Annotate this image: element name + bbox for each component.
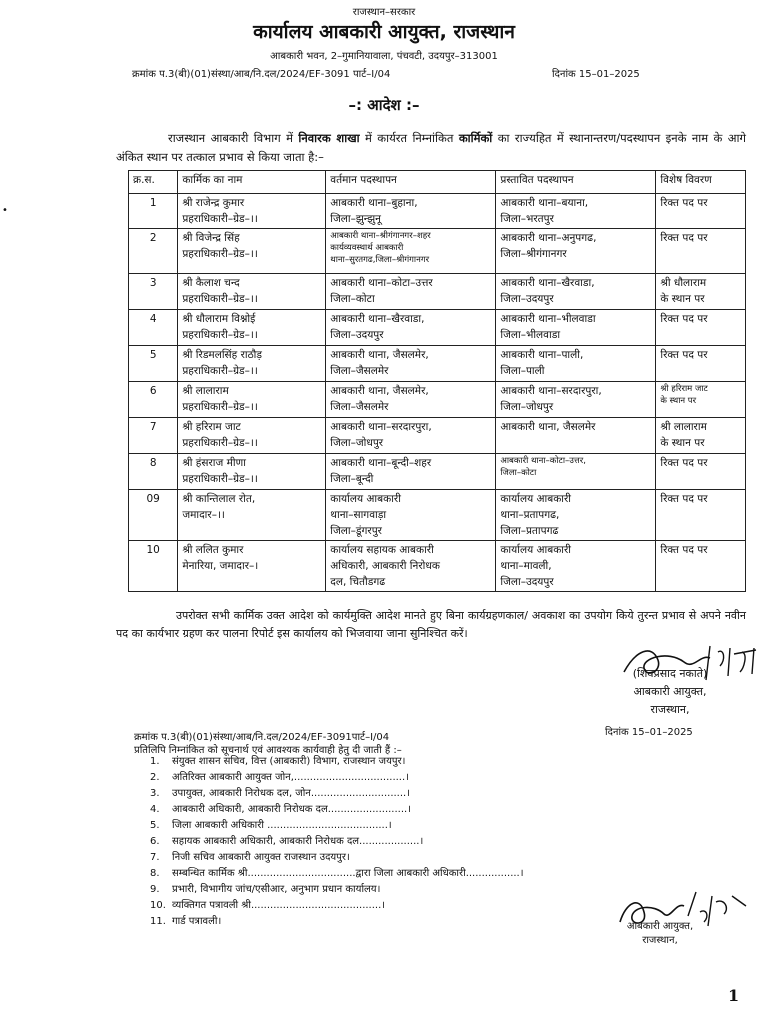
list-item-text: निजी सचिव आबकारी आयुक्त राजस्थान उदयपुर। bbox=[172, 852, 350, 863]
cell-current-posting-line: आबकारी थाना, जैसलमेर, bbox=[330, 349, 429, 361]
list-item-number: 7. bbox=[150, 852, 160, 863]
cell-proposed-posting bbox=[496, 418, 656, 454]
cell-current-posting bbox=[326, 454, 496, 490]
cell-proposed-posting bbox=[496, 274, 656, 310]
list-item bbox=[150, 882, 524, 898]
intro-paragraph bbox=[116, 129, 746, 167]
cell-current-posting-line: आबकारी थाना–बुहाना, bbox=[330, 197, 418, 209]
cell-name-line: श्री कैलाश चन्द bbox=[182, 277, 240, 289]
cell-serial: 10 bbox=[129, 541, 178, 592]
cell-name-line: प्रहराधिकारी–ग्रेड–।। bbox=[182, 473, 258, 485]
cell-name-line: प्रहराधिकारी–ग्रेड–।। bbox=[182, 437, 258, 449]
cell-name bbox=[178, 310, 326, 346]
list-item bbox=[150, 786, 524, 802]
list-item bbox=[150, 754, 524, 770]
cell-serial: 4 bbox=[129, 310, 178, 346]
cell-remarks-line: रिक्त पद पर bbox=[660, 349, 708, 361]
cell-name-line: प्रहराधिकारी–ग्रेड–।। bbox=[182, 293, 258, 305]
cell-name-line: श्री रिडमलसिंह राठौड़ bbox=[182, 349, 263, 361]
table-row bbox=[129, 310, 746, 346]
cell-proposed-posting-line: जिला–प्रतापगढ bbox=[500, 525, 559, 537]
cell-serial: 09 bbox=[129, 490, 178, 541]
cell-remarks bbox=[656, 274, 746, 310]
cell-current-posting bbox=[326, 541, 496, 592]
list-item bbox=[150, 914, 524, 930]
cell-current-posting bbox=[326, 310, 496, 346]
cell-name-line: प्रहराधिकारी–ग्रेड–।। bbox=[182, 329, 258, 341]
list-item bbox=[150, 770, 524, 786]
cell-current-posting bbox=[326, 418, 496, 454]
table-row bbox=[129, 382, 746, 418]
cell-proposed-posting-line: कार्यालय आबकारी bbox=[500, 493, 572, 505]
cell-remarks bbox=[656, 346, 746, 382]
list-item-text: प्रभारी, विभागीय जांच/एसीआर, अनुभाग प्रधान कार्यालय। bbox=[172, 884, 381, 895]
header-proposed-posting: प्रस्तावित पदस्थापन bbox=[496, 171, 656, 194]
cell-current-posting-line: आबकारी थाना–कोटा–उत्तर bbox=[330, 277, 433, 289]
cell-current-posting-line: जिला–झुन्झुनू bbox=[330, 213, 382, 225]
cell-current-posting bbox=[326, 382, 496, 418]
cell-proposed-posting-line: जिला–उदयपुर bbox=[500, 576, 554, 588]
cell-proposed-posting-line: जिला–श्रीगंगानगर bbox=[500, 248, 567, 260]
page-number: 1 bbox=[728, 986, 740, 1005]
cell-name-line: श्री विजेन्द्र सिंह bbox=[182, 232, 240, 244]
list-item-text: अतिरिक्त आबकारी आयुक्त जोन,...................................। bbox=[172, 772, 409, 783]
cell-current-posting-line: थाना–सागवाड़ा bbox=[330, 509, 387, 521]
cell-serial: 6 bbox=[129, 382, 178, 418]
list-item-text: संयुक्त शासन सचिव, वित्त (आबकारी) विभाग, राजस्थान जयपुर। bbox=[172, 756, 406, 767]
cell-proposed-posting-line: जिला–कोटा bbox=[500, 468, 537, 478]
cell-proposed-posting-line: जिला–पाली bbox=[500, 365, 545, 377]
compliance-note: उपरोक्त सभी कार्मिक उक्त आदेश को कार्यमुक्ति आदेश मानते हुए बिना कार्यग्रहणकाल/ अवकाश का उपयोग किये तुरन्त प्रभाव से अपने नवीन पद का कार्यभार ग्रहण कर पालना रिपोर्ट इस कार्यालय को भिजवाया जाना सुनिश्चित करें। bbox=[116, 609, 746, 640]
cell-proposed-posting-line: आबकारी थाना–अनुपगढ, bbox=[500, 232, 597, 244]
cell-current-posting-line: जिला–डूंगरपुर bbox=[330, 525, 382, 537]
list-item bbox=[150, 834, 524, 850]
cell-proposed-posting-line: आबकारी थाना–भीलवाडा bbox=[500, 313, 596, 325]
list-item-number: 8. bbox=[150, 868, 160, 879]
cell-current-posting-line: कार्यालय सहायक आबकारी bbox=[330, 544, 434, 556]
cell-remarks-line: के स्थान पर bbox=[660, 396, 697, 406]
cell-serial: 7 bbox=[129, 418, 178, 454]
order-number: क्रमांक प.3(बी)(01)संस्था/आब/नि.दल/2024/EF-3091 पार्ट–I/04 bbox=[132, 69, 391, 80]
cell-remarks-line: रिक्त पद पर bbox=[660, 457, 708, 469]
intro-text-2: में कार्यरत निम्नांकित bbox=[359, 131, 459, 145]
copy-date: दिनांक 15–01–2025 bbox=[605, 727, 693, 738]
cell-remarks bbox=[656, 541, 746, 592]
list-item-text: गार्ड पत्रावली। bbox=[172, 916, 222, 927]
cell-remarks-line: श्री हरिराम जाट bbox=[660, 384, 708, 394]
cell-name bbox=[178, 346, 326, 382]
cell-remarks-line: श्री धौलाराम bbox=[660, 277, 707, 289]
list-item-text: सम्बन्धित कार्मिक श्री..................................द्वारा जिला आबकारी अधिकारी.................। bbox=[172, 868, 524, 879]
list-item-text: आबकारी अधिकारी, आबकारी निरोधक दल.........................। bbox=[172, 804, 411, 815]
list-item-text: सहायक आबकारी अधिकारी, आबकारी निरोधक दल...................। bbox=[172, 836, 424, 847]
cell-proposed-posting bbox=[496, 310, 656, 346]
header-current-posting: वर्तमान पदस्थापन bbox=[326, 171, 496, 194]
cell-name bbox=[178, 541, 326, 592]
cell-current-posting bbox=[326, 490, 496, 541]
cell-name-line: श्री हंसराज मीणा bbox=[182, 457, 246, 469]
signature-block-2 bbox=[600, 920, 720, 948]
cell-current-posting-line: आबकारी थाना–सरदारपुरा, bbox=[330, 421, 432, 433]
cell-current-posting-line: जिला–बून्दी bbox=[330, 473, 374, 485]
cell-name-line: प्रहराधिकारी–ग्रेड–।। bbox=[182, 365, 258, 377]
table-row bbox=[129, 454, 746, 490]
list-item-number: 9. bbox=[150, 884, 160, 895]
list-item-number: 5. bbox=[150, 820, 160, 831]
cell-remarks bbox=[656, 454, 746, 490]
intro-bold-branch: निवारक शाखा bbox=[298, 131, 360, 145]
header-remarks: विशेष विवरण bbox=[656, 171, 746, 194]
signatory-name: (शिवप्रसाद नकाते) bbox=[632, 667, 708, 680]
cell-name-line: श्री कान्तिलाल रोत, bbox=[182, 493, 256, 505]
cell-proposed-posting-line: जिला–उदयपुर bbox=[500, 293, 554, 305]
table-row bbox=[129, 490, 746, 541]
table-row bbox=[129, 541, 746, 592]
order-number-line bbox=[132, 66, 752, 80]
cell-name bbox=[178, 194, 326, 229]
list-item bbox=[150, 850, 524, 866]
cell-remarks bbox=[656, 194, 746, 229]
cell-proposed-posting-line: जिला–भीलवाडा bbox=[500, 329, 561, 341]
cell-proposed-posting bbox=[496, 541, 656, 592]
cell-serial: 1 bbox=[129, 194, 178, 229]
cell-proposed-posting-line: कार्यालय आबकारी bbox=[500, 544, 572, 556]
list-item-number: 1. bbox=[150, 756, 160, 767]
cell-name-line: मेनारिया, जमादार–। bbox=[182, 560, 259, 572]
list-item-number: 2. bbox=[150, 772, 160, 783]
cell-proposed-posting bbox=[496, 454, 656, 490]
cell-serial: 5 bbox=[129, 346, 178, 382]
order-heading: –: आदेश :– bbox=[348, 96, 420, 114]
cell-name-line: प्रहराधिकारी–ग्रेड–।। bbox=[182, 401, 258, 413]
list-item-number: 3. bbox=[150, 788, 160, 799]
cell-proposed-posting-line: थाना–मावली, bbox=[500, 560, 552, 572]
cell-current-posting-line: आबकारी थाना, जैसलमेर, bbox=[330, 385, 429, 397]
cell-proposed-posting-line: आबकारी थाना–कोटा–उत्तर, bbox=[500, 456, 586, 466]
table-row bbox=[129, 274, 746, 310]
table-row bbox=[129, 418, 746, 454]
cell-remarks-line: रिक्त पद पर bbox=[660, 493, 708, 505]
cell-remarks-line: रिक्त पद पर bbox=[660, 232, 708, 244]
cell-name-line: श्री धौलाराम विश्नोई bbox=[182, 313, 256, 325]
header-serial: क्र.स. bbox=[129, 171, 178, 194]
cell-serial: 3 bbox=[129, 274, 178, 310]
margin-mark: • bbox=[2, 205, 8, 216]
office-title: कार्यालय आबकारी आयुक्त, राजस्थान bbox=[253, 21, 515, 43]
cell-proposed-posting-line: आबकारी थाना–बयाना, bbox=[500, 197, 589, 209]
list-item-number: 10. bbox=[150, 900, 166, 911]
signatory-designation: आबकारी आयुक्त, bbox=[633, 685, 707, 698]
cell-current-posting-line: कार्यालय आबकारी bbox=[330, 493, 401, 505]
cell-current-posting-line: थाना–सुरतगढ,जिला–श्रीगंगानगर bbox=[330, 255, 430, 265]
cell-proposed-posting-line: आबकारी थाना–पाली, bbox=[500, 349, 584, 361]
cell-name bbox=[178, 454, 326, 490]
cell-name bbox=[178, 229, 326, 274]
cell-proposed-posting-line: थाना–प्रतापगढ, bbox=[500, 509, 560, 521]
cell-proposed-posting bbox=[496, 490, 656, 541]
table-row bbox=[129, 194, 746, 229]
cell-remarks bbox=[656, 382, 746, 418]
intro-text-1: राजस्थान आबकारी विभाग में bbox=[168, 131, 299, 145]
copy-distribution-list bbox=[150, 754, 524, 930]
cell-name bbox=[178, 490, 326, 541]
cell-current-posting-line: जिला–जैसलमेर bbox=[330, 365, 389, 377]
intro-bold-staff: कार्मिकों bbox=[458, 131, 493, 145]
cell-current-posting-line: जिला–जोधपुर bbox=[330, 437, 384, 449]
cell-remarks bbox=[656, 490, 746, 541]
header-name: कार्मिक का नाम bbox=[178, 171, 326, 194]
cell-name bbox=[178, 418, 326, 454]
cell-name bbox=[178, 382, 326, 418]
list-item-number: 11. bbox=[150, 916, 166, 927]
cell-current-posting bbox=[326, 346, 496, 382]
cell-name-line: प्रहराधिकारी–ग्रेड–।। bbox=[182, 248, 258, 260]
cell-current-posting-line: आबकारी थाना–श्रीगंगानगर–शहर bbox=[330, 231, 431, 241]
cell-proposed-posting-line: जिला–भरतपुर bbox=[500, 213, 554, 225]
signatory2-place: राजस्थान, bbox=[642, 935, 678, 946]
office-address: आबकारी भवन, 2–गुमानियावाला, पंचवटी, उदयपुर–313001 bbox=[270, 51, 498, 62]
table-row bbox=[129, 346, 746, 382]
copy-order-number: क्रमांक प.3(बी)(01)संस्था/आब/नि.दल/2024/EF-3091पार्ट–I/04 bbox=[134, 732, 390, 743]
table-header-row bbox=[129, 171, 746, 194]
cell-name-line: श्री राजेन्द्र कुमार bbox=[182, 197, 245, 209]
cell-remarks-line: श्री लालाराम bbox=[660, 421, 707, 433]
cell-proposed-posting bbox=[496, 194, 656, 229]
cell-current-posting-line: कार्यव्यवस्थार्थ आबकारी bbox=[330, 243, 404, 253]
cell-serial: 2 bbox=[129, 229, 178, 274]
cell-serial: 8 bbox=[129, 454, 178, 490]
cell-proposed-posting-line: जिला–जोधपुर bbox=[500, 401, 554, 413]
order-date: दिनांक 15–01–2025 bbox=[552, 69, 640, 80]
table-body bbox=[129, 194, 746, 592]
cell-current-posting bbox=[326, 274, 496, 310]
cell-name bbox=[178, 274, 326, 310]
cell-remarks-line: के स्थान पर bbox=[660, 437, 705, 449]
table-row bbox=[129, 229, 746, 274]
list-item-text: जिला आबकारी अधिकारी ......................................। bbox=[172, 820, 392, 831]
cell-current-posting-line: अधिकारी, आबकारी निरोधक bbox=[330, 560, 440, 572]
cell-remarks bbox=[656, 418, 746, 454]
cell-name-line: प्रहराधिकारी–ग्रेड–।। bbox=[182, 213, 258, 225]
signatory-place: राजस्थान, bbox=[650, 703, 690, 716]
cell-name-line: श्री ललित कुमार bbox=[182, 544, 244, 556]
cell-proposed-posting-line: आबकारी थाना–सरदारपुरा, bbox=[500, 385, 602, 397]
list-item-number: 4. bbox=[150, 804, 160, 815]
cell-proposed-posting bbox=[496, 382, 656, 418]
list-item bbox=[150, 866, 524, 882]
cell-proposed-posting-line: आबकारी थाना–खैरवाडा, bbox=[500, 277, 595, 289]
signatory2-designation: आबकारी आयुक्त, bbox=[626, 921, 694, 932]
cell-remarks bbox=[656, 229, 746, 274]
cell-current-posting-line: दल, चितौडगढ bbox=[330, 576, 386, 588]
cell-remarks bbox=[656, 310, 746, 346]
cell-remarks-line: के स्थान पर bbox=[660, 293, 705, 305]
intro-text-3: का राज्यहित में स्थानान्तरण/पदस्थापन इनके नाम के आगे अंकित स्थान पर तत्काल प्रभाव से किया जाता है:– bbox=[116, 131, 746, 164]
cell-name-line: जमादार–।। bbox=[182, 509, 225, 521]
cell-current-posting-line: जिला–जैसलमेर bbox=[330, 401, 389, 413]
government-name: राजस्थान–सरकार bbox=[352, 7, 416, 18]
cell-current-posting-line: जिला–उदयपुर bbox=[330, 329, 384, 341]
transfer-table bbox=[128, 170, 746, 592]
list-item-text: व्यक्तिगत पत्रावली श्री.........................................। bbox=[172, 900, 386, 911]
cell-proposed-posting bbox=[496, 229, 656, 274]
list-item bbox=[150, 898, 524, 914]
cell-proposed-posting-line: आबकारी थाना, जैसलमेर bbox=[500, 421, 596, 433]
cell-remarks-line: रिक्त पद पर bbox=[660, 544, 708, 556]
list-item-text: उपायुक्त, आबकारी निरोधक दल, जोन..............................। bbox=[172, 788, 411, 799]
cell-remarks-line: रिक्त पद पर bbox=[660, 313, 708, 325]
cell-current-posting-line: आबकारी थाना–बून्दी–शहर bbox=[330, 457, 432, 469]
cell-name-line: श्री हरिराम जाट bbox=[182, 421, 241, 433]
cell-proposed-posting bbox=[496, 346, 656, 382]
signature-block-1 bbox=[590, 665, 750, 719]
list-item bbox=[150, 802, 524, 818]
list-item-number: 6. bbox=[150, 836, 160, 847]
cell-remarks-line: रिक्त पद पर bbox=[660, 197, 708, 209]
copy-intro: प्रतिलिपि निम्नांकित को सूचनार्थ एवं आवश्यक कार्यवाही हेतु दी जाती हैं :– bbox=[134, 745, 402, 756]
cell-current-posting-line: आबकारी थाना–खैरवाडा, bbox=[330, 313, 425, 325]
cell-name-line: श्री लालाराम bbox=[182, 385, 229, 397]
cell-current-posting-line: जिला–कोटा bbox=[330, 293, 375, 305]
cell-current-posting bbox=[326, 194, 496, 229]
cell-current-posting bbox=[326, 229, 496, 274]
list-item bbox=[150, 818, 524, 834]
